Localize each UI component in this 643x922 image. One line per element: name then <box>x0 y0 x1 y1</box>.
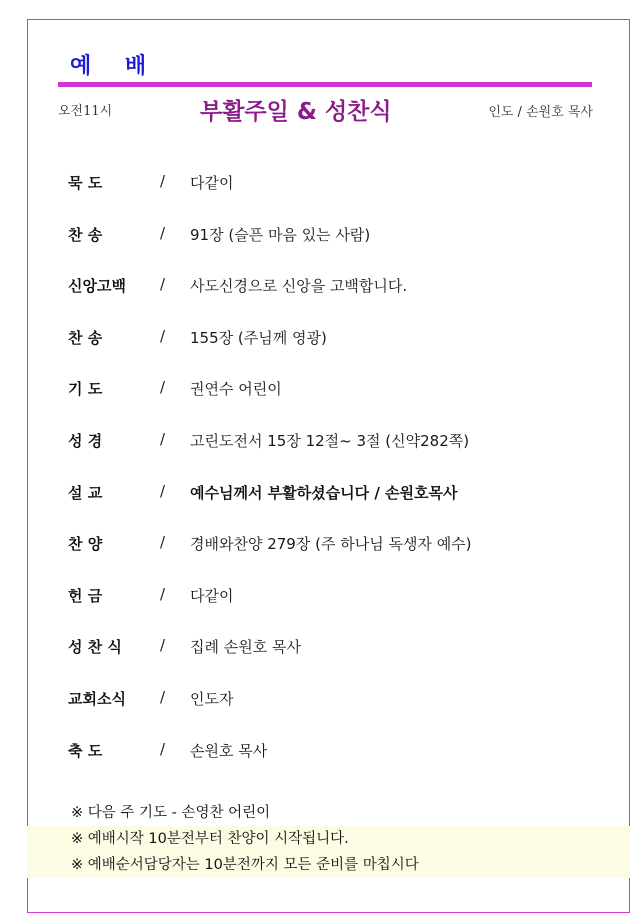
order-item <box>68 426 588 478</box>
order-item-label: 헌 금 <box>68 586 103 605</box>
order-item-value: 사도신경으로 신앙을 고백합니다. <box>190 277 408 296</box>
order-item-label: 축 도 <box>68 741 103 760</box>
order-item-separator: / <box>160 636 166 655</box>
order-item-separator: / <box>160 223 166 242</box>
order-item-value: 경배와찬양 279장 (주 하나님 독생자 예수) <box>190 535 472 554</box>
order-item-label: 교회소식 <box>68 689 126 708</box>
order-item-separator: / <box>160 172 166 190</box>
order-of-service <box>68 168 588 787</box>
main-title: 부활주일 & 성찬식 <box>200 99 392 125</box>
order-item <box>68 736 588 788</box>
order-item-value: 권연수 어린이 <box>190 380 282 399</box>
order-item-value: 손원호 목사 <box>190 741 268 760</box>
order-item-value: 155장 (주님께 영광) <box>190 328 327 347</box>
order-item-separator: / <box>160 481 166 500</box>
order-item <box>68 632 588 684</box>
order-item <box>68 220 588 272</box>
order-item-separator: / <box>160 533 166 552</box>
order-item <box>68 529 588 581</box>
service-leader: 인도 / 손원호 목사 <box>488 105 593 120</box>
header-rule <box>58 82 592 87</box>
order-item-separator: / <box>160 326 166 345</box>
order-item <box>68 684 588 736</box>
order-item-separator: / <box>160 275 166 294</box>
order-item <box>68 478 588 530</box>
order-item-separator: / <box>160 378 166 397</box>
notice-next-prayer: ※ 다음 주 기도 - 손영찬 어린이 <box>71 805 271 821</box>
order-item-label: 신앙고백 <box>68 277 126 296</box>
order-item-value: 고린도전서 15장 12절~ 3절 (신약282쪽) <box>190 431 470 450</box>
order-item <box>68 323 588 375</box>
order-item <box>68 271 588 323</box>
order-item-label: 설 교 <box>68 483 103 502</box>
order-item <box>68 374 588 426</box>
order-item-value: 다같이 <box>190 174 234 192</box>
order-item-value: 91장 (슬픈 마음 있는 사람) <box>190 225 371 244</box>
service-time: 오전11시 <box>58 104 113 119</box>
order-item-value: 다같이 <box>190 586 234 605</box>
order-item <box>68 581 588 633</box>
order-item-label: 기 도 <box>68 380 103 399</box>
order-item-label: 찬 송 <box>68 225 103 244</box>
order-item-label: 성 찬 식 <box>68 638 122 657</box>
order-item-separator: / <box>160 584 166 603</box>
order-item-value: 인도자 <box>190 689 234 708</box>
order-item-label: 찬 송 <box>68 328 103 347</box>
order-item-label: 찬 양 <box>68 535 103 554</box>
order-item-label: 성 경 <box>68 431 103 450</box>
notice-preparation: ※ 예배순서담당자는 10분전까지 모든 준비를 마칩시다 <box>27 852 630 878</box>
order-item-separator: / <box>160 429 166 448</box>
section-title: 예 배 <box>70 54 147 79</box>
notice-praise-start: ※ 예배시작 10분전부터 찬양이 시작됩니다. <box>27 826 630 852</box>
order-item <box>68 168 588 220</box>
order-item-separator: / <box>160 687 166 706</box>
order-item-value: 예수님께서 부활하셨습니다 / 손원호목사 <box>190 483 458 502</box>
order-item-label: 묵 도 <box>68 174 103 192</box>
order-item-value: 집례 손원호 목사 <box>190 638 301 657</box>
notices <box>27 800 630 878</box>
order-item-separator: / <box>160 739 166 758</box>
